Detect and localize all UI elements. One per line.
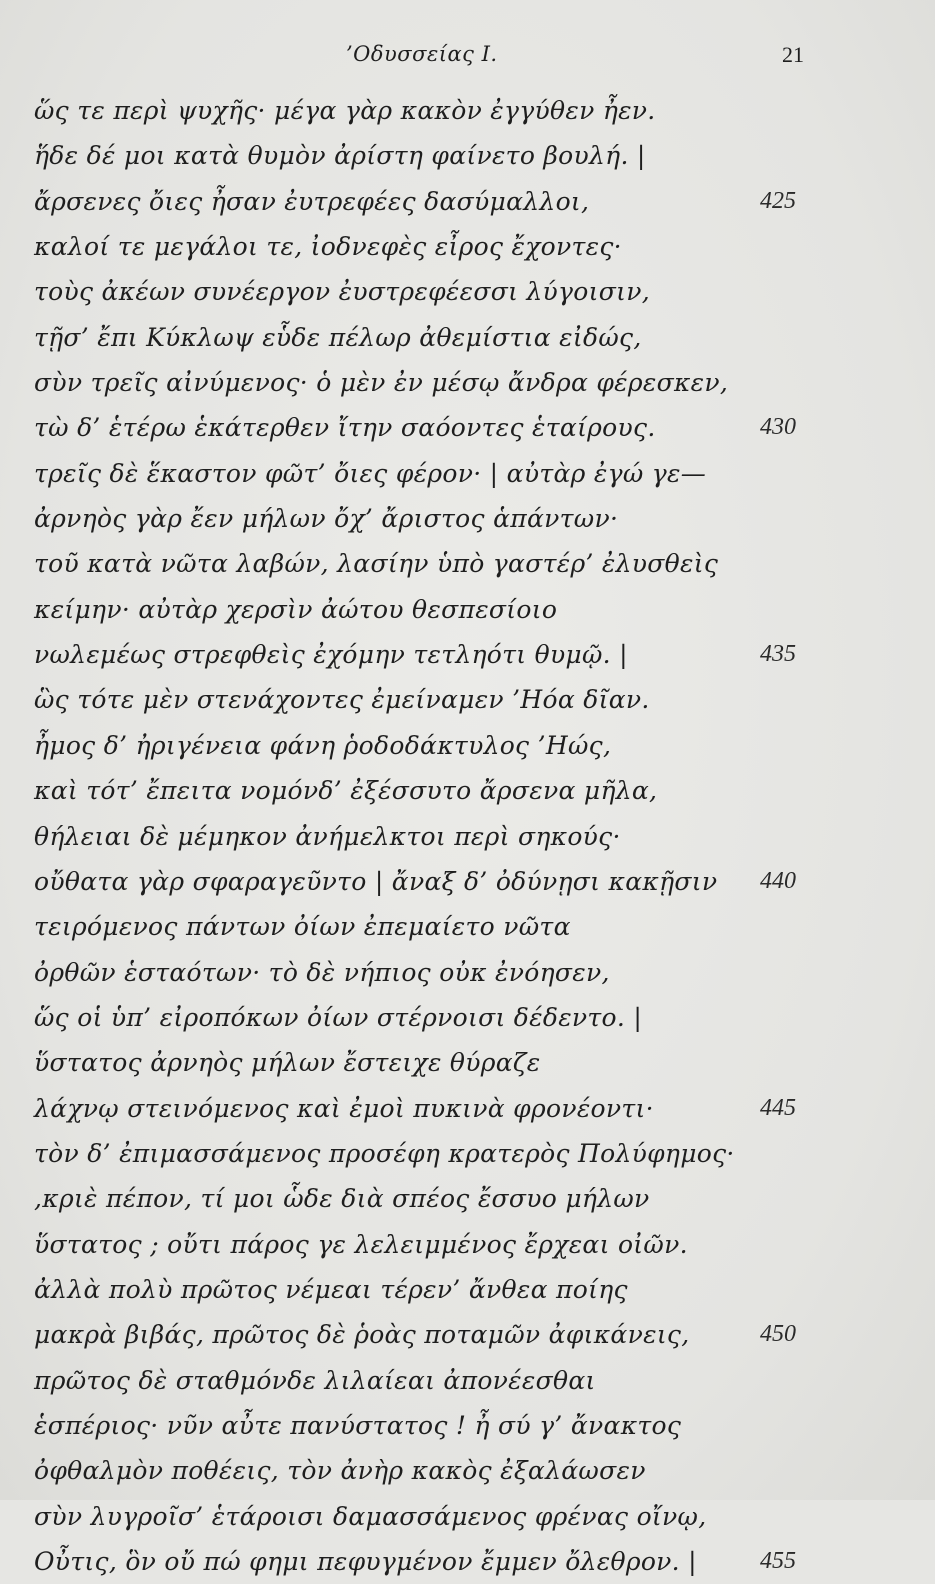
verse-text: ἀρνηὸς γὰρ ἔεν μήλων ὄχ’ ἄριστος ἁπάντων· xyxy=(34,504,619,534)
line-number: 450 xyxy=(760,1321,796,1348)
verse-text: ἑσπέριος· νῦν αὖτε πανύστατος ! ἦ σύ γ’ ἄνακτος xyxy=(34,1410,682,1440)
verse-line xyxy=(0,768,935,813)
verse-line xyxy=(0,269,935,314)
verse-line xyxy=(0,541,935,586)
verse-text: νωλεμέως στρεφθεὶς ἐχόμην τετληότι θυμῷ. | xyxy=(34,640,628,670)
verse-text: τοὺς ἀκέων συνέεργον ἐυστρεφέεσσι λύγοισιν, xyxy=(34,277,650,307)
verse-text: ὥς τε περὶ ψυχῆς· μέγα γὰρ κακὸν ἐγγύθεν ἦεν. xyxy=(34,96,656,125)
verse-block xyxy=(0,88,935,1584)
verse-line xyxy=(0,1312,935,1357)
verse-line xyxy=(0,1131,935,1176)
verse-text: ἄρσενες ὄιες ἦσαν ἐυτρεφέες δασύμαλλοι, xyxy=(34,186,590,216)
verse-text: ἀλλὰ πολὺ πρῶτος νέμεαι τέρεν’ ἄνθεα ποίης xyxy=(34,1274,628,1304)
verse-text: ,κριὲ πέπον, τί μοι ὧδε διὰ σπέος ἔσσυο μήλων xyxy=(34,1184,650,1214)
verse-line xyxy=(0,88,935,133)
verse-text: τρεῖς δὲ ἕκαστον φῶτ’ ὄιες φέρον· | αὐτὰρ ἐγώ γε— xyxy=(34,458,707,488)
verse-line xyxy=(0,1403,935,1448)
verse-text: σὺν λυγροῖσ’ ἑτάροισι δαμασσάμενος φρένας οἴνῳ, xyxy=(34,1501,707,1531)
running-head xyxy=(0,42,935,74)
verse-line xyxy=(0,904,935,949)
verse-line xyxy=(0,723,935,768)
verse-line xyxy=(0,587,935,632)
verse-line xyxy=(0,1086,935,1131)
verse-line xyxy=(0,179,935,224)
verse-text: ἦμος δ’ ἠριγένεια φάνη ῥοδοδάκτυλος ’Ηώς, xyxy=(34,730,612,760)
verse-line xyxy=(0,224,935,269)
verse-text: καὶ τότ’ ἔπειτα νομόνδ’ ἐξέσσυτο ἄρσενα μῆλα, xyxy=(34,776,658,806)
verse-text: τὼ δ’ ἑτέρω ἑκάτερθεν ἴτην σαόοντες ἑταίρους. xyxy=(34,413,656,443)
verse-line xyxy=(0,496,935,541)
verse-text: τειρόμενος πάντων ὀίων ἐπεμαίετο νῶτα xyxy=(34,912,571,942)
verse-line xyxy=(0,814,935,859)
verse-text: ὕστατος ἀρνηὸς μήλων ἔστειχε θύραζε xyxy=(34,1048,541,1078)
line-number: 455 xyxy=(760,1548,796,1574)
verse-line xyxy=(0,360,935,405)
verse-line xyxy=(0,405,935,450)
verse-text: ὀρθῶν ἑσταότων· τὸ δὲ νήπιος οὐκ ἐνόησεν, xyxy=(34,957,610,987)
verse-text: καλοί τε μεγάλοι τε, ἰοδνεφὲς εἶρος ἔχοντες· xyxy=(34,232,622,262)
verse-text: κείμην· αὐτὰρ χερσὶν ἀώτου θεσπεσίοιο xyxy=(34,594,558,624)
verse-line xyxy=(0,133,935,178)
verse-line xyxy=(0,1448,935,1493)
line-number: 440 xyxy=(760,867,796,894)
verse-line xyxy=(0,451,935,496)
line-number: 425 xyxy=(760,187,796,214)
verse-line xyxy=(0,950,935,995)
page-number: 21 xyxy=(782,42,804,67)
verse-text: ὕστατος ; οὔτι πάρος γε λελειμμένος ἔρχεαι οἰῶν. xyxy=(34,1229,688,1259)
verse-text: ἥδε δέ μοι κατὰ θυμὸν ἀρίστη φαίνετο βουλή. | xyxy=(34,141,646,171)
verse-line xyxy=(0,995,935,1040)
line-number: 430 xyxy=(760,414,796,441)
verse-line xyxy=(0,859,935,904)
verse-text: θήλειαι δὲ μέμηκον ἀνήμελκτοι περὶ σηκούς· xyxy=(34,821,621,851)
verse-line xyxy=(0,1267,935,1312)
verse-text: μακρὰ βιβάς, πρῶτος δὲ ῥοὰς ποταμῶν ἀφικάνεις, xyxy=(34,1320,690,1350)
verse-text: ὀφθαλμὸν ποθέεις, τὸν ἀνὴρ κακὸς ἐξαλάωσεν xyxy=(34,1456,646,1486)
verse-text: ὣς τότε μὲν στενάχοντες ἐμείναμεν ’Ηόα δῖαν. xyxy=(34,685,650,715)
verse-text: λάχνῳ στεινόμενος καὶ ἐμοὶ πυκινὰ φρονέοντι· xyxy=(34,1093,654,1123)
verse-text: σὺν τρεῖς αἰνύμενος· ὁ μὲν ἐν μέσῳ ἄνδρα φέρεσκεν, xyxy=(34,368,729,398)
verse-text: Οὖτις, ὃν οὔ πώ φημι πεφυγμένον ἔμμεν ὄλεθρον. | xyxy=(34,1547,697,1576)
verse-line xyxy=(0,677,935,722)
line-number: 435 xyxy=(760,641,796,668)
verse-text: τὸν δ’ ἐπιμασσάμενος προσέφη κρατερὸς Πολύφημος· xyxy=(34,1138,735,1168)
verse-text: τῇσ’ ἔπι Κύκλωψ εὗδε πέλωρ ἀθεμίστια εἰδώς, xyxy=(34,322,642,352)
verse-line xyxy=(0,632,935,677)
verse-text: πρῶτος δὲ σταθμόνδε λιλαίεαι ἀπονέεσθαι xyxy=(34,1365,596,1395)
verse-line xyxy=(0,1222,935,1267)
verse-line xyxy=(0,1494,935,1539)
line-number: 445 xyxy=(760,1094,796,1121)
verse-line xyxy=(0,1176,935,1221)
verse-text: οὔθατα γὰρ σφαραγεῦντο | ἄναξ δ’ ὀδύνῃσι κακῇσιν xyxy=(34,866,718,896)
verse-line xyxy=(0,315,935,360)
verse-text: τοῦ κατὰ νῶτα λαβών, λασίην ὑπὸ γαστέρ’ ἐλυσθεὶς xyxy=(34,549,719,579)
verse-line xyxy=(0,1539,935,1584)
running-title: ’Οδυσσείας Ι. xyxy=(346,42,498,66)
verse-line xyxy=(0,1040,935,1085)
verse-text: ὥς οἱ ὑπ’ εἰροπόκων ὀίων στέρνοισι δέδεντο. | xyxy=(34,1002,643,1032)
verse-line xyxy=(0,1358,935,1403)
